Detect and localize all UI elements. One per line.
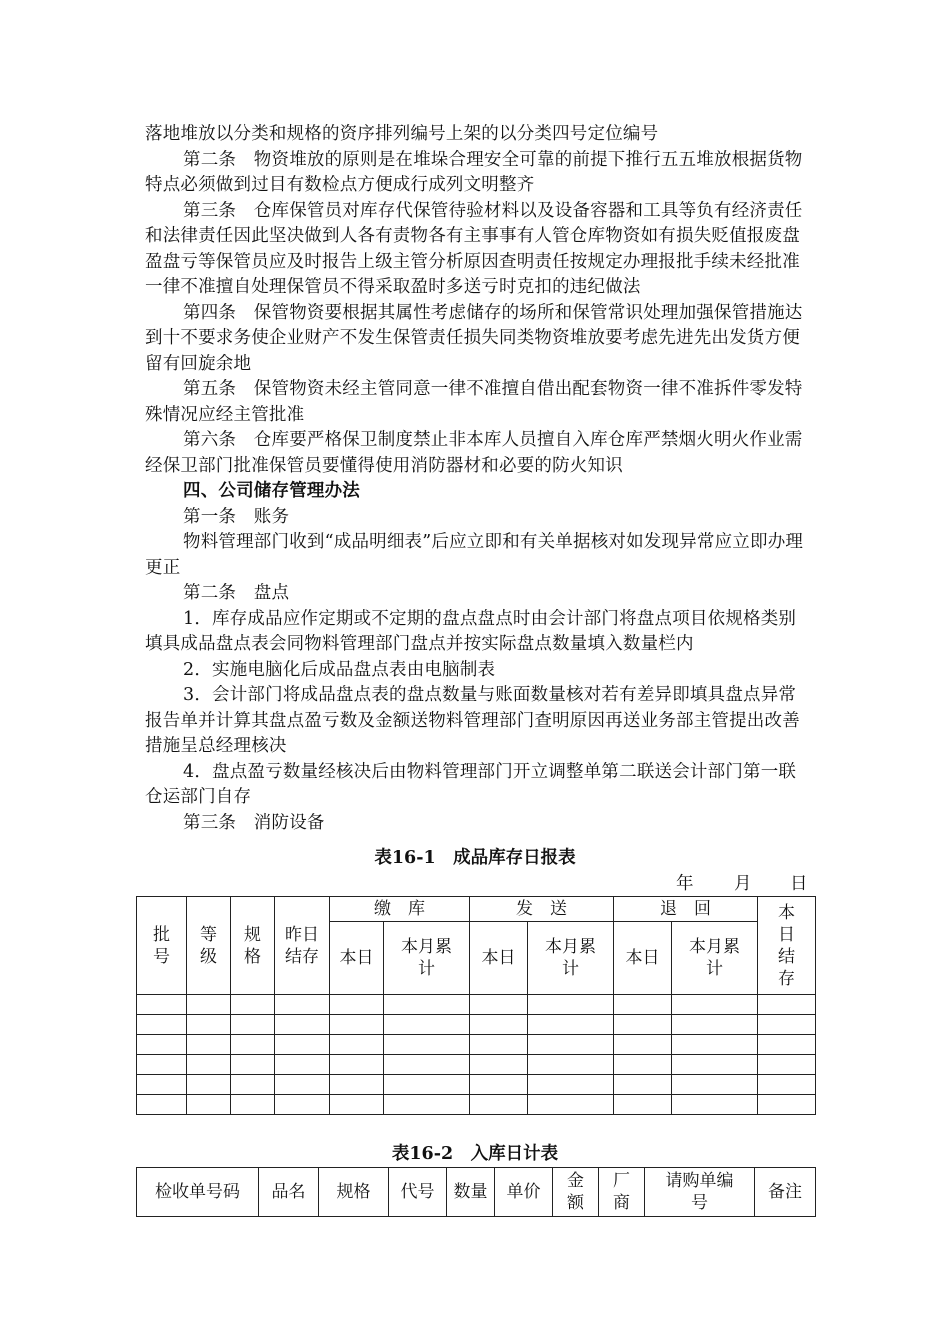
table-cell <box>384 995 470 1015</box>
paragraph: 2．实施电脑化后成品盘点表由电脑制表 <box>183 659 496 680</box>
date-day-label: 日 <box>790 874 808 894</box>
table-cell <box>187 1015 231 1035</box>
paragraph: 落地堆放以分类和规格的资序排列编号上架的以分类四号定位编号 <box>145 124 659 144</box>
table-cell <box>528 1095 614 1115</box>
table-cell <box>470 995 528 1015</box>
table-cell <box>614 1055 672 1075</box>
table-cell <box>330 1035 384 1055</box>
table-cell <box>758 1015 816 1035</box>
paragraph: 第一条 账务 <box>183 506 290 527</box>
table2-header-cell: 单价 <box>495 1168 553 1217</box>
table2-header-cell: 数量 <box>447 1168 495 1217</box>
sub-today-header: 本日 <box>330 922 384 995</box>
table-cell <box>187 1095 231 1115</box>
table-cell <box>137 995 187 1015</box>
table-cell <box>672 1095 758 1115</box>
table-cell <box>614 995 672 1015</box>
table-cell <box>231 1035 275 1055</box>
paragraph: 第四条 保管物资要根据其属性考虑储存的场所和保管常识处理加强保管措施达到十不要求务使企业财产不发生保管责任损失同类物资堆放要考虑先进先出发货方便留有回旋余地 <box>145 302 803 374</box>
table-cell <box>758 1075 816 1095</box>
table-cell <box>528 1015 614 1035</box>
paragraph: 第三条 消防设备 <box>183 812 325 833</box>
table2-header-cell: 备注 <box>755 1168 816 1217</box>
sub-month-total-header: 本月累计 <box>528 922 614 995</box>
table-cell <box>187 1035 231 1055</box>
table2-title: 表16-2 入库日计表 <box>391 1144 559 1164</box>
table1-inventory-daily-report <box>136 896 816 1115</box>
paragraph: 4．盘点盈亏数量经核决后由物料管理部门开立调整单第二联送会计部门第一联仓运部门自存 <box>145 761 797 807</box>
table-cell <box>330 1055 384 1075</box>
table1-title: 表16-1 成品库存日报表 <box>374 848 576 868</box>
table2-header-cell: 厂商 <box>599 1168 645 1217</box>
table-cell <box>470 1055 528 1075</box>
table-cell <box>384 1095 470 1115</box>
table-cell <box>672 1075 758 1095</box>
table-cell <box>330 995 384 1015</box>
paragraph: 第二条 物资堆放的原则是在堆垛合理安全可靠的前提下推行五五堆放根据货物特点必须做到过目有数检点方便成行成列文明整齐 <box>145 149 803 195</box>
table-cell <box>672 1015 758 1035</box>
paragraph: 第三条 仓库保管员对库存代保管待验材料以及设备容器和工具等负有经济责任和法律责任因此坚决做到人各有责物各有主事事有人管仓库物资如有损失贬值报废盘盈盘亏等保管员应及时报告上级主管分析原因查明责任按规定办理报批手续未经批准一律不准擅自处理保管员不得采取盈时多送亏时克扣的违纪做法 <box>145 200 803 297</box>
table-cell <box>528 995 614 1015</box>
col-spec-header: 规格 <box>231 897 275 995</box>
table-cell <box>275 1035 330 1055</box>
col-today-balance-header: 本日结存 <box>758 897 816 995</box>
table-cell <box>187 1075 231 1095</box>
table-cell <box>384 1015 470 1035</box>
table-cell <box>187 995 231 1015</box>
table-cell <box>137 1075 187 1095</box>
table2-header-cell: 品名 <box>259 1168 319 1217</box>
table2-stock-in-daily <box>136 1167 816 1217</box>
table-cell <box>384 1035 470 1055</box>
col-batch-header: 批号 <box>137 897 187 995</box>
table-cell <box>672 1055 758 1075</box>
table-cell <box>614 1035 672 1055</box>
table-row <box>137 1095 816 1115</box>
table-cell <box>137 1035 187 1055</box>
table-cell <box>137 1055 187 1075</box>
table-row <box>137 995 816 1015</box>
table-cell <box>758 995 816 1015</box>
paragraph: 第六条 仓库要严格保卫制度禁止非本库人员擅自入库仓库严禁烟火明火作业需经保卫部门批准保管员要懂得使用消防器材和必要的防火知识 <box>145 430 803 476</box>
table-cell <box>614 1095 672 1115</box>
table-cell <box>758 1035 816 1055</box>
table-cell <box>614 1015 672 1035</box>
col-prev-balance-header: 昨日结存 <box>275 897 330 995</box>
table-cell <box>528 1035 614 1055</box>
table-cell <box>137 1095 187 1115</box>
table2-header-cell: 检收单号码 <box>137 1168 259 1217</box>
table-cell <box>330 1095 384 1115</box>
table-cell <box>470 1035 528 1055</box>
table-cell <box>470 1015 528 1035</box>
table-cell <box>614 1075 672 1095</box>
table2-header-cell: 请购单编号 <box>645 1168 755 1217</box>
table2-header-cell: 规格 <box>319 1168 389 1217</box>
table-cell <box>384 1055 470 1075</box>
table-cell <box>275 995 330 1015</box>
table-cell <box>275 1015 330 1035</box>
table-row <box>137 1075 816 1095</box>
date-month-label: 月 <box>734 874 752 894</box>
sub-month-total-header: 本月累计 <box>672 922 758 995</box>
paragraph: 1．库存成品应作定期或不定期的盘点盘点时由会计部门将盘点项目依规格类别填具成品盘点表会同物料管理部门盘点并按实际盘点数量填入数量栏内 <box>145 608 797 654</box>
table-cell <box>275 1095 330 1115</box>
table-cell <box>528 1075 614 1095</box>
table-cell <box>137 1015 187 1035</box>
table-cell <box>528 1055 614 1075</box>
table2-header-cell: 代号 <box>389 1168 447 1217</box>
table-cell <box>330 1075 384 1095</box>
paragraph: 3．会计部门将成品盘点表的盘点数量与账面数量核对若有差异即填具盘点异常报告单并计算其盘点盈亏数及金额送物料管理部门查明原因再送业务部主管提出改善措施呈总经理核决 <box>145 685 800 756</box>
table-row <box>137 1055 816 1075</box>
table-cell <box>231 995 275 1015</box>
paragraph: 物料管理部门收到“成品明细表”后应立即和有关单据核对如发现异常应立即办理更正 <box>145 532 804 578</box>
table-cell <box>330 1015 384 1035</box>
table-row <box>137 1035 816 1055</box>
group-dispatch-header: 发 送 <box>470 897 614 922</box>
table-cell <box>470 1075 528 1095</box>
col-grade-header: 等级 <box>187 897 231 995</box>
sub-today-header: 本日 <box>470 922 528 995</box>
date-year-label: 年 <box>676 874 694 894</box>
sub-month-total-header: 本月累计 <box>384 922 470 995</box>
table-cell <box>231 1095 275 1115</box>
table-cell <box>384 1075 470 1095</box>
table-row <box>137 1015 816 1035</box>
table-cell <box>758 1055 816 1075</box>
table-cell <box>231 1075 275 1095</box>
table-cell <box>672 995 758 1015</box>
paragraph: 第二条 盘点 <box>183 583 290 603</box>
table-cell <box>758 1095 816 1115</box>
table-cell <box>187 1055 231 1075</box>
table-cell <box>470 1095 528 1115</box>
group-stock-in-header: 缴 库 <box>330 897 470 922</box>
sub-today-header: 本日 <box>614 922 672 995</box>
table-cell <box>672 1035 758 1055</box>
section-heading: 四、公司储存管理办法 <box>183 481 360 501</box>
table-cell <box>231 1055 275 1075</box>
group-return-header: 退 回 <box>614 897 758 922</box>
table-cell <box>231 1015 275 1035</box>
body-text <box>145 122 809 836</box>
table2-header-cell: 金额 <box>553 1168 599 1217</box>
paragraph: 第五条 保管物资未经主管同意一律不准擅自借出配套物资一律不准拆件零发特殊情况应经主管批准 <box>145 379 803 425</box>
table-cell <box>275 1055 330 1075</box>
table-cell <box>275 1075 330 1095</box>
